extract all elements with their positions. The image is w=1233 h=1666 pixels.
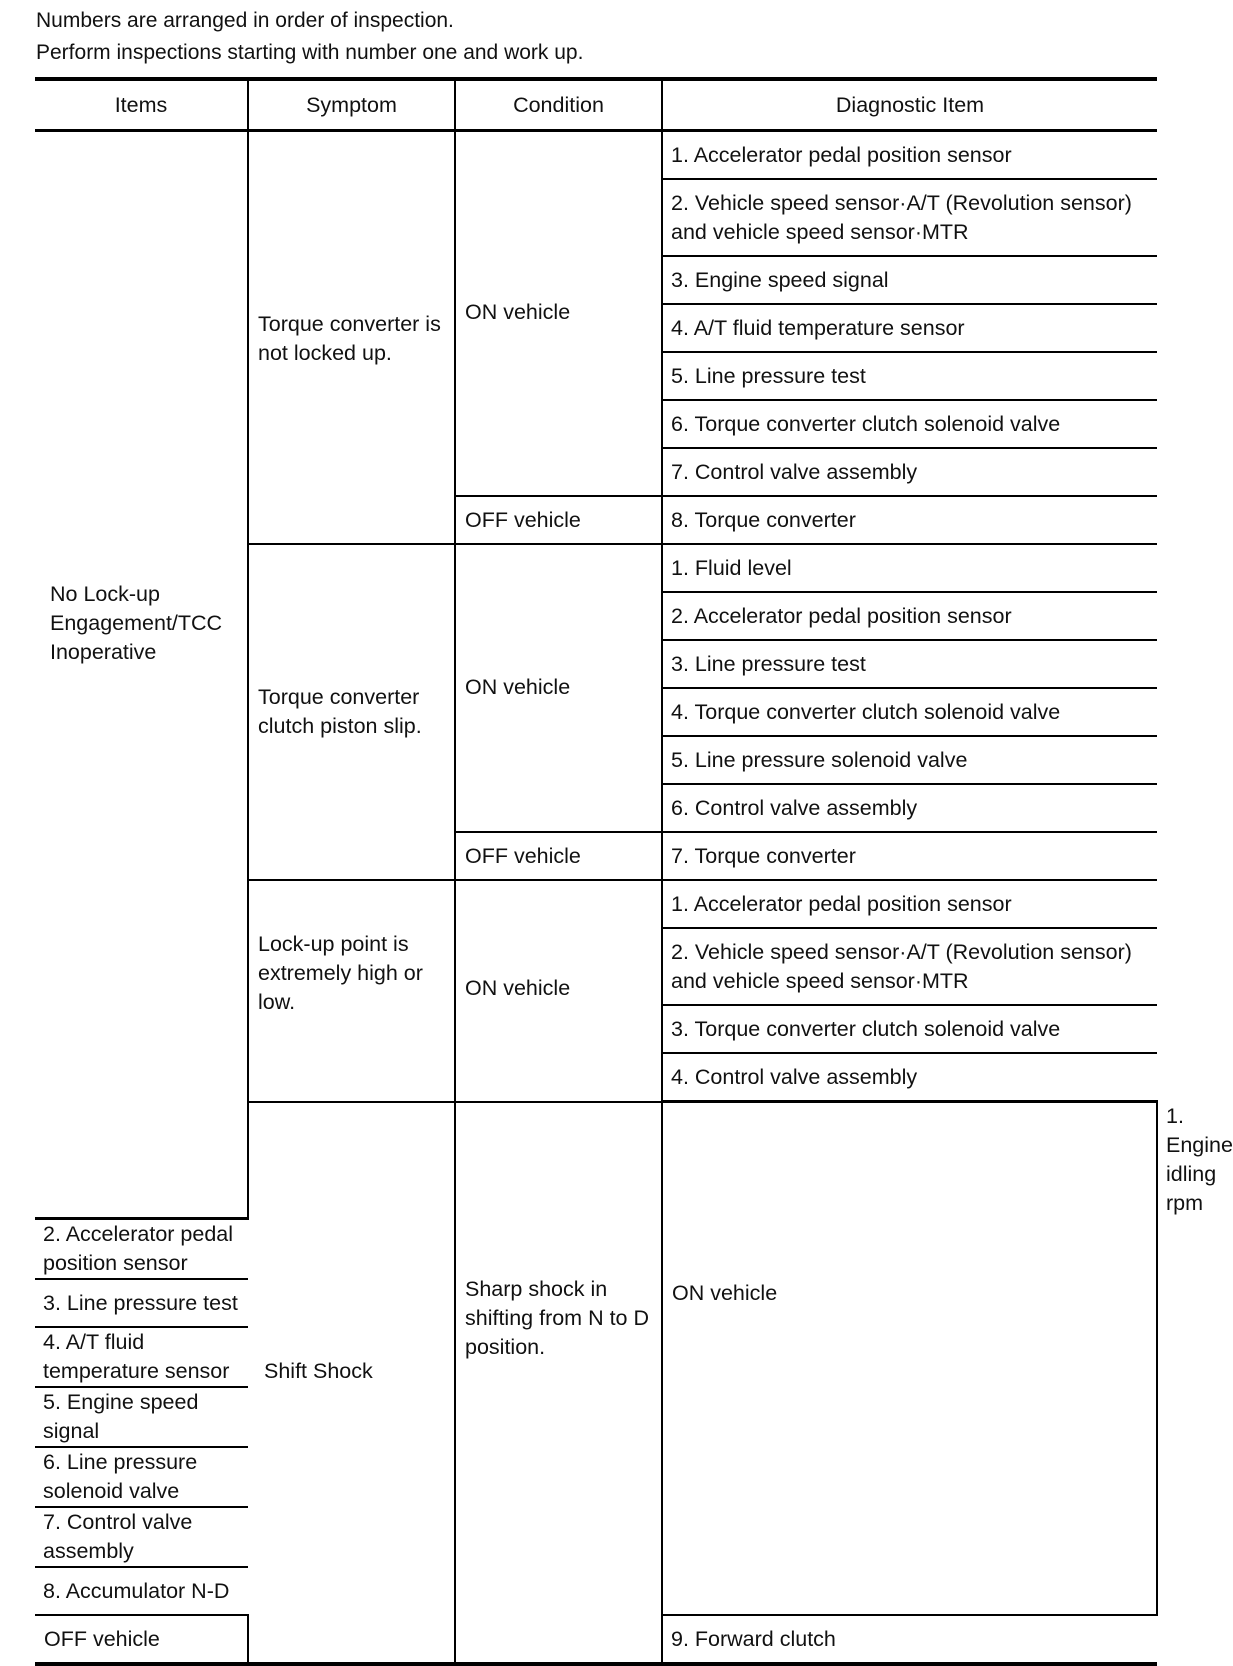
intro-line-2: Perform inspections starting with number one and work up. <box>36 41 584 64</box>
diagnostic-item: 8. Accumulator N-D <box>35 1567 248 1615</box>
diagnostic-item: 5. Engine speed signal <box>35 1387 248 1447</box>
diagnostic-item: 7. Control valve assembly <box>35 1507 248 1567</box>
diagnostic-item: 5. Line pressure test <box>662 352 1157 400</box>
intro-line-1: Numbers are arranged in order of inspection. <box>36 9 454 32</box>
condition-cell: OFF vehicle <box>455 832 662 880</box>
diagnostic-table <box>35 77 1233 1666</box>
condition-cell: ON vehicle <box>455 544 662 832</box>
symptom-cell: Lock-up point is extremely high or low. <box>248 880 455 1102</box>
diagnostic-item: 4. A/T fluid temperature sensor <box>35 1327 248 1387</box>
diagnostic-item: 2. Accelerator pedal position sensor <box>35 1219 248 1280</box>
condition-cell: OFF vehicle <box>455 496 662 544</box>
symptom-cell: Torque converter clutch piston slip. <box>248 544 455 880</box>
item-cell: Shift Shock <box>248 1102 455 1665</box>
condition-cell: ON vehicle <box>662 1102 1157 1616</box>
table-row <box>35 131 1157 180</box>
diagnostic-item: 5. Line pressure solenoid valve <box>662 736 1157 784</box>
diagnostic-item: 3. Line pressure test <box>35 1279 248 1327</box>
header-symptom: Symptom <box>248 79 455 131</box>
diagnostic-item: 2. Vehicle speed sensor·A/T (Revolution sensor) and vehicle speed sensor·MTR <box>662 179 1157 256</box>
diagnostic-item: 8. Torque converter <box>662 496 1157 544</box>
header-condition: Condition <box>455 79 662 131</box>
diagnostic-item: 6. Control valve assembly <box>662 784 1157 832</box>
diagnostic-item: 4. Torque converter clutch solenoid valve <box>662 688 1157 736</box>
diagnostic-item: 4. A/T fluid temperature sensor <box>662 304 1157 352</box>
diagnostic-item: 3. Torque converter clutch solenoid valve <box>662 1005 1157 1053</box>
diagnostic-item: 7. Torque converter <box>662 832 1157 880</box>
symptom-cell: Sharp shock in shifting from N to D position. <box>455 1102 662 1665</box>
diagnostic-item: 2. Vehicle speed sensor·A/T (Revolution sensor) and vehicle speed sensor·MTR <box>662 928 1157 1005</box>
condition-cell: ON vehicle <box>455 131 662 497</box>
condition-cell: OFF vehicle <box>35 1615 248 1664</box>
diagnostic-item: 7. Control valve assembly <box>662 448 1157 496</box>
header-diagnostic-item: Diagnostic Item <box>662 79 1157 131</box>
diagnostic-item: 1. Fluid level <box>662 544 1157 592</box>
diagnostic-item: 3. Engine speed signal <box>662 256 1157 304</box>
table-row: Shift Shock Sharp shock in shifting from N to D position. ON vehicle 1. Engine idling rpm <box>35 1102 1157 1219</box>
diagnostic-item: 2. Accelerator pedal position sensor <box>662 592 1157 640</box>
diagnostic-item: 6. Line pressure solenoid valve <box>35 1447 248 1507</box>
header-row <box>35 79 1157 131</box>
diagnostic-item: 9. Forward clutch <box>662 1615 1157 1664</box>
diagnostic-item: 3. Line pressure test <box>662 640 1157 688</box>
item-cell: No Lock-up Engagement/TCC Inoperative <box>35 131 248 1219</box>
diagnostic-item: 6. Torque converter clutch solenoid valve <box>662 400 1157 448</box>
diagnostic-item: 1. Accelerator pedal position sensor <box>662 880 1157 928</box>
diagnostic-item: 4. Control valve assembly <box>662 1053 1157 1102</box>
header-items: Items <box>35 79 248 131</box>
diagnostic-item: 1. Accelerator pedal position sensor <box>662 131 1157 180</box>
symptom-cell: Torque converter is not locked up. <box>248 131 455 545</box>
condition-cell: ON vehicle <box>455 880 662 1102</box>
